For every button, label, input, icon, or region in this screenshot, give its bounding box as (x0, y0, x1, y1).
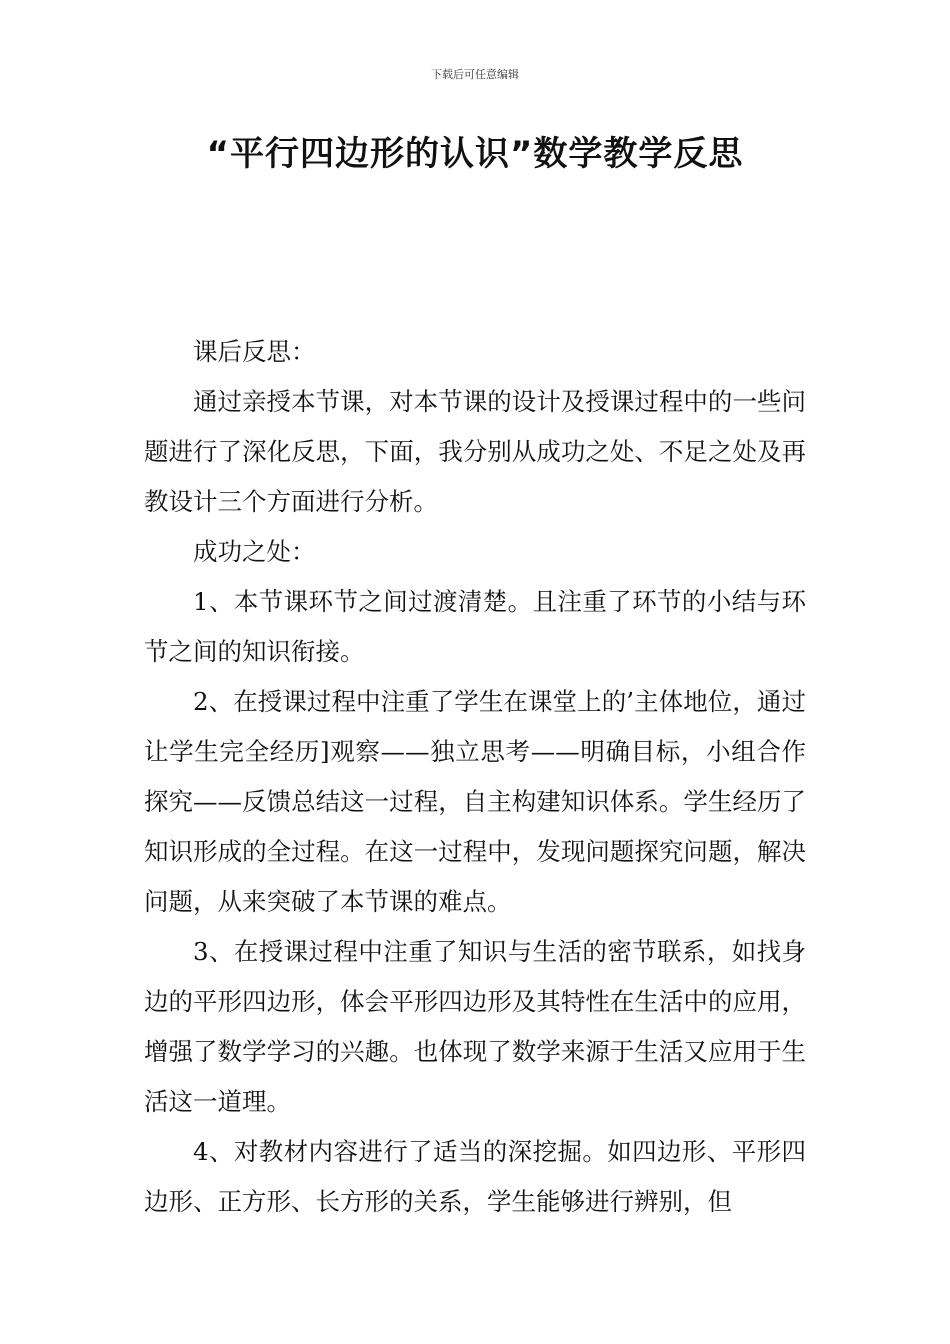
paragraph-successes-heading: 成功之处： (193, 537, 316, 566)
document-title: “平行四边形的认识”数学教学反思 (206, 134, 744, 174)
paragraph-point-2: 2、在授课过程中注重了学生在课堂上的’主体地位，通过让学生完全经历]观察——独立思考——明确目标，小组合作探究——反馈总结这一过程，自主构建知识体系。学生经历了知识形成的全过程。在这一过程中，发现问题探究问题，解决问题，从来突破了本节课的难点。 (144, 687, 806, 916)
paragraph-introduction: 通过亲授本节课，对本节课的设计及授课过程中的一些问题进行了深化反思，下面，我分别从成功之处、不足之处及再教设计三个方面进行分析。 (144, 387, 806, 516)
paragraph-point-1: 1、本节课环节之间过渡清楚。且注重了环节的小结与环节之间的知识衔接。 (144, 587, 806, 666)
paragraph-after-class-reflection: 课后反思： (193, 337, 316, 366)
page-header-note: 下载后可任意编辑 (431, 68, 519, 81)
paragraph-point-4: 4、对教材内容进行了适当的深挖掘。如四边形、平形四边形、正方形、长方形的关系，学生能够进行辨别，但 (144, 1137, 806, 1216)
document-body (144, 327, 806, 1227)
paragraph-point-3: 3、在授课过程中注重了知识与生活的密节联系，如找身边的平形四边形，体会平形四边形及其特性在生活中的应用，增强了数学学习的兴趣。也体现了数学来源于生活又应用于生活这一道理。 (144, 937, 806, 1116)
